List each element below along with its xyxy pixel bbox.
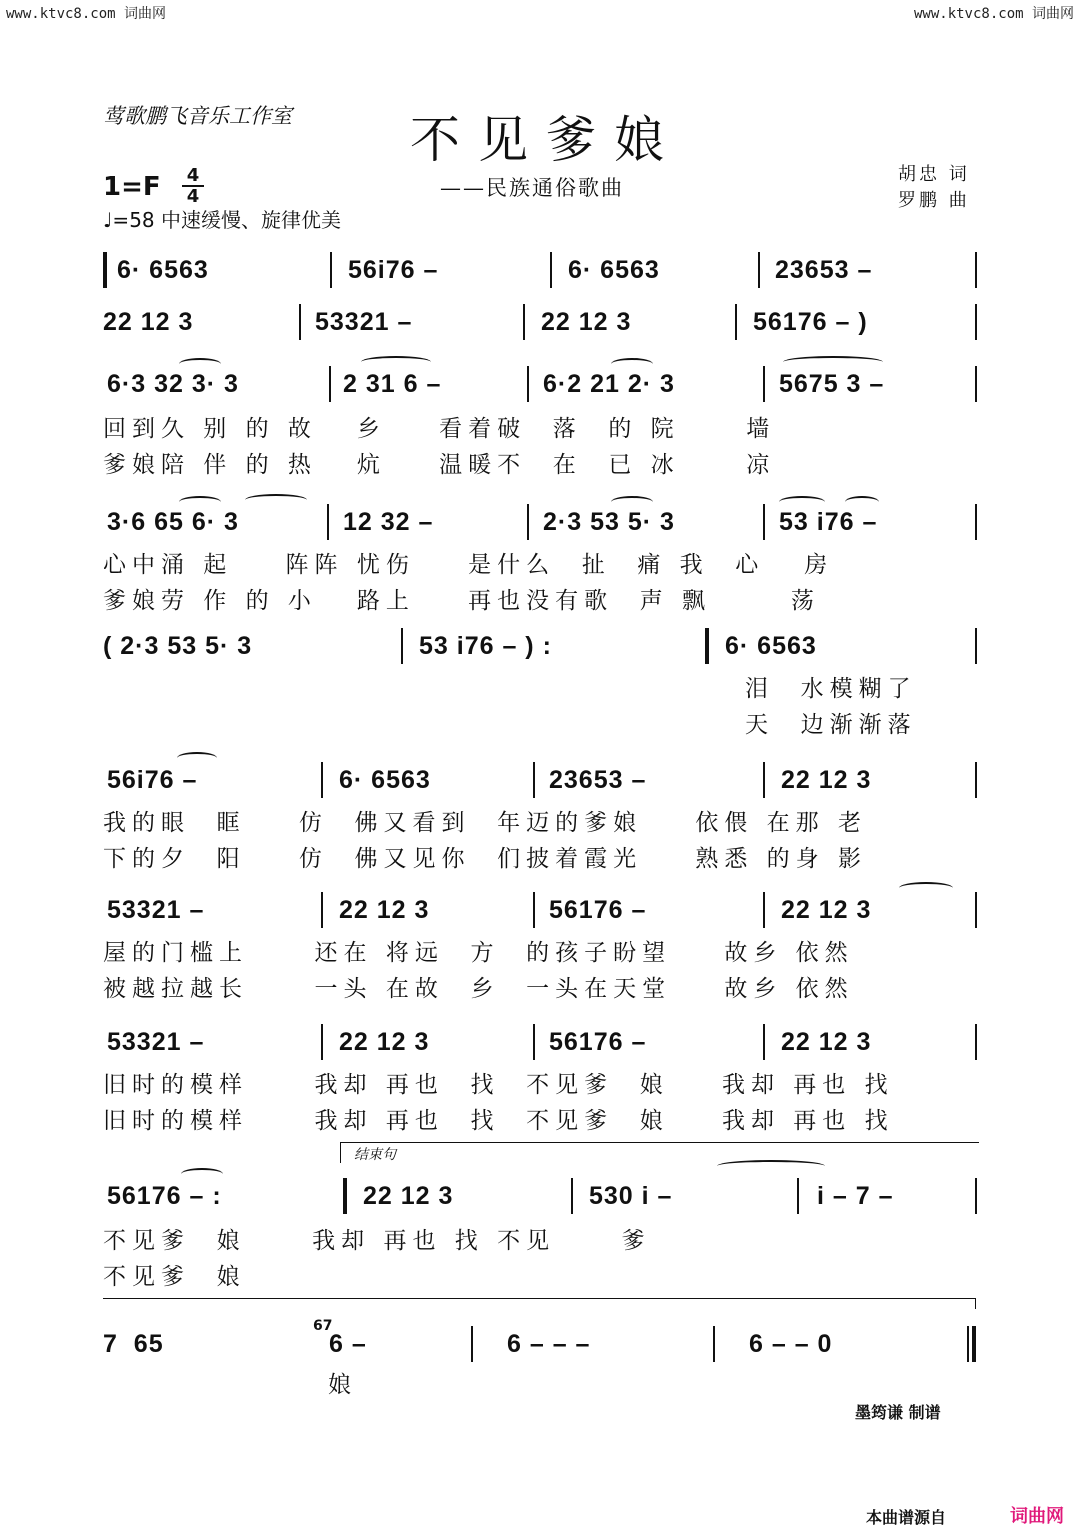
measure-3: 23653 –: [549, 766, 647, 794]
repeat-start-barline: [103, 252, 107, 288]
repeat-barline: [705, 628, 709, 664]
tie: [717, 1160, 825, 1172]
time-signature-top: 4: [186, 165, 200, 186]
interlude-measure: ( 2·3 53 5· 3: [103, 632, 253, 660]
measure-2: 12 32 –: [343, 508, 434, 536]
measure-4: 23653 –: [775, 256, 873, 284]
barline: [329, 366, 331, 402]
watermark-left: www.ktvc8.com 词曲网: [6, 6, 167, 22]
measure-3: 6·2 21 2· 3: [543, 370, 675, 398]
measure-2: 6· 6563: [339, 766, 431, 794]
barline: [471, 1326, 473, 1362]
time-signature: [182, 166, 204, 206]
barline: [533, 1024, 535, 1060]
repeat-end-barline: [343, 1178, 347, 1214]
lyric-verse-2: 不见爹 娘: [103, 1264, 246, 1290]
song-title: 不见爹娘: [410, 111, 682, 169]
measure-4: 6 – – 0: [749, 1330, 833, 1358]
measure-4: 22 12 3: [781, 766, 872, 794]
measure-3: 6· 6563: [568, 256, 660, 284]
barline: [763, 366, 765, 402]
lyric-verse-2: 爹娘陪 伴 的 热 炕 温暖不 在 已 冰 凉: [103, 452, 776, 478]
measure-4: 56176 – ): [753, 308, 868, 336]
slur: [783, 356, 883, 368]
measure-1: 3·6 65 6· 3: [107, 508, 239, 536]
barline: [975, 762, 977, 798]
slur: [611, 358, 653, 370]
slur: [181, 1168, 223, 1180]
barline: [401, 628, 403, 664]
barline: [550, 252, 552, 288]
lyricist-credit: 胡忠 词: [898, 164, 970, 185]
site-logo[interactable]: 词曲网: [1010, 1506, 1064, 1527]
ending-bracket: [340, 1142, 979, 1163]
barline: [758, 252, 760, 288]
barline: [797, 1178, 799, 1214]
barline: [735, 304, 737, 340]
lyric-verse-1: 心中涌 起 阵阵 忧伤 是什么 扯 痛 我 心 房: [103, 552, 834, 578]
measure-2: 6 –: [329, 1330, 367, 1358]
lyric-verse-2: 爹娘劳 作 的 小 路上 再也没有歌 声 飘 荡: [103, 588, 820, 614]
barline: [763, 1024, 765, 1060]
measure-4: 22 12 3: [781, 896, 872, 924]
measure-2: 22 12 3: [363, 1182, 454, 1210]
barline: [975, 304, 977, 340]
barline: [975, 504, 977, 540]
measure-1: 53321 –: [107, 896, 205, 924]
measure-4: 22 12 3: [781, 1028, 872, 1056]
measure-3: 530 i –: [589, 1182, 673, 1210]
measure-1: 6· 6563: [117, 256, 209, 284]
measure-1: 56176 – :: [107, 1182, 222, 1210]
score-row-9: [103, 1178, 980, 1222]
score-row-5: [103, 628, 980, 672]
slur: [611, 496, 653, 508]
barline: [975, 1024, 977, 1060]
lyric-verse-2: 旧时的模样 我却 再也 找 不见爹 娘 我却 再也 找: [103, 1108, 894, 1134]
lyric-verse-2: 被越拉越长 一头 在故 乡 一头在天堂 故乡 依然: [103, 976, 854, 1002]
measure-1: 6·3 32 3· 3: [107, 370, 239, 398]
measure-1: 22 12 3: [103, 308, 194, 336]
measure-3: 6· 6563: [725, 632, 817, 660]
barline: [975, 1178, 977, 1214]
score-row-7: [103, 892, 980, 936]
slur: [899, 882, 953, 894]
lyric-verse-1: 泪 水模糊了: [745, 676, 917, 702]
measure-2: 22 12 3: [339, 1028, 430, 1056]
barline: [975, 252, 977, 288]
measure-4: 53 i76 –: [779, 508, 878, 536]
barline: [713, 1326, 715, 1362]
lyric-verse-2: 天 边渐渐落: [745, 712, 917, 738]
barline: [523, 304, 525, 340]
measure-2: 56i76 –: [348, 256, 439, 284]
score-row-10: [103, 1318, 980, 1370]
slur: [361, 356, 431, 368]
barline: [321, 762, 323, 798]
lyric-final: 娘: [328, 1372, 357, 1398]
lyric-verse-1: 回到久 别 的 故 乡 看着破 落 的 院 墙: [103, 416, 776, 442]
lyric-verse-1: 我的眼 眶 仿 佛又看到 年迈的爹娘 依偎 在那 老: [103, 810, 867, 836]
measure-1: 7 65: [103, 1330, 164, 1358]
time-signature-bottom: 4: [182, 185, 204, 206]
barline: [533, 762, 535, 798]
measure-4: i – 7 –: [817, 1182, 894, 1210]
measure-3: 56176 –: [549, 1028, 647, 1056]
barline: [571, 1178, 573, 1214]
barline: [321, 892, 323, 928]
measure-4: 5675 3 –: [779, 370, 885, 398]
measure-2: 53 i76 – ) :: [419, 632, 552, 660]
barline: [975, 366, 977, 402]
score-row-8: [103, 1024, 980, 1068]
measure-2: 2 31 6 –: [343, 370, 442, 398]
slur: [179, 496, 221, 508]
watermark-right: www.ktvc8.com 词曲网: [913, 6, 1074, 22]
ending-label: 结束句: [354, 1147, 396, 1163]
barline: [975, 628, 977, 664]
score-row-6: [103, 762, 980, 806]
slur: [779, 496, 825, 508]
measure-3: 6 – – –: [507, 1330, 591, 1358]
measure-1: 53321 –: [107, 1028, 205, 1056]
measure-3: 2·3 53 5· 3: [543, 508, 675, 536]
song-subtitle: ——民族通俗歌曲: [440, 176, 624, 200]
slur: [177, 752, 217, 764]
lyric-verse-1: 不见爹 娘 我却 再也 找 不见 爹: [103, 1228, 651, 1254]
measure-1: 56i76 –: [107, 766, 198, 794]
tempo-marking: ♩=58 中速缓慢、旋律优美: [103, 208, 341, 232]
barline: [763, 504, 765, 540]
lyric-verse-1: 旧时的模样 我却 再也 找 不见爹 娘 我却 再也 找: [103, 1072, 894, 1098]
source-label: 本曲谱源自: [866, 1508, 947, 1527]
barline: [330, 252, 332, 288]
score-row-4: [103, 504, 980, 548]
lyric-verse-2: 下的夕 阳 仿 佛又见你 们披着霞光 熟悉 的身 影: [103, 846, 867, 872]
key-signature: 1=F: [103, 172, 161, 202]
score-row-1: [103, 252, 980, 296]
measure-2: 53321 –: [315, 308, 413, 336]
barline: [533, 892, 535, 928]
slur: [179, 358, 221, 370]
barline: [299, 304, 301, 340]
slur: [245, 494, 307, 506]
barline: [975, 892, 977, 928]
score-row-2: [103, 304, 980, 348]
final-barline-thin: [967, 1326, 969, 1362]
tie-continuation: [103, 1298, 976, 1309]
studio-name: 莺歌鹏飞音乐工作室: [103, 104, 292, 128]
measure-3: 56176 –: [549, 896, 647, 924]
barline: [763, 892, 765, 928]
composer-credit: 罗鹏 曲: [898, 190, 970, 211]
measure-3: 22 12 3: [541, 308, 632, 336]
barline: [527, 504, 529, 540]
grace-notes: 67: [313, 1318, 333, 1334]
score-row-3: [103, 366, 980, 410]
final-barline-thick: [972, 1326, 976, 1362]
arranger-credit: 墨筠谦 制谱: [855, 1403, 941, 1422]
barline: [327, 504, 329, 540]
barline: [763, 762, 765, 798]
barline: [321, 1024, 323, 1060]
slur: [845, 496, 879, 508]
measure-2: 22 12 3: [339, 896, 430, 924]
barline: [527, 366, 529, 402]
lyric-verse-1: 屋的门槛上 还在 将远 方 的孩子盼望 故乡 依然: [103, 940, 854, 966]
